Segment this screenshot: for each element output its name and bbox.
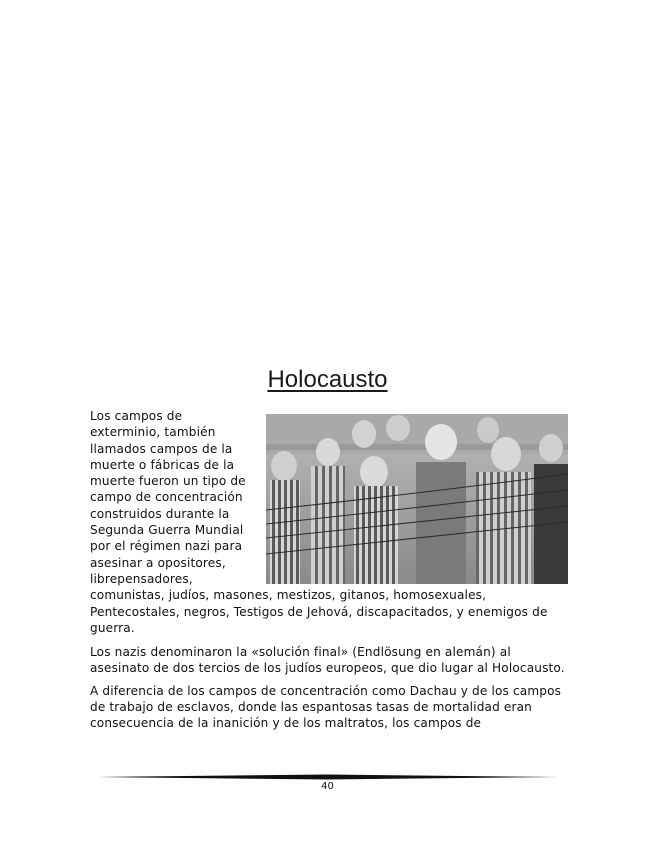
page-title: Holocausto [267, 366, 388, 393]
page-number: 40 [321, 781, 334, 792]
paragraph-3: A diferencia de los campos de concentración como Dachau y de los campos de trabajo de esclavos, donde las espantosas tasas de mortalidad eran consecuencia de la inanición y de los maltratos, los campos de [90, 683, 562, 731]
paragraph-1: Los campos de exterminio, también llamados campos de la muerte o fábricas de la muerte fueron un tipo de campo de concentración construidos durante la Segunda Guerra Mundial por el régimen nazi para asesinar a opositores, librepensadores, comunistas, judíos, masones, mestizos, gitanos, homosexuales, Pentecostales, negros, Testigos de Jehová, discapacitados, y enemigos de guerra. [90, 409, 548, 635]
body-text [90, 408, 570, 738]
footer-rule [97, 774, 559, 780]
holocaust-children-photo [266, 414, 568, 584]
paragraph-2: Los nazis denominaron la «solución final» (Endlösung en alemán) al asesinato de dos tercios de los judíos europeos, que dio lugar al Holocausto. [90, 645, 565, 676]
